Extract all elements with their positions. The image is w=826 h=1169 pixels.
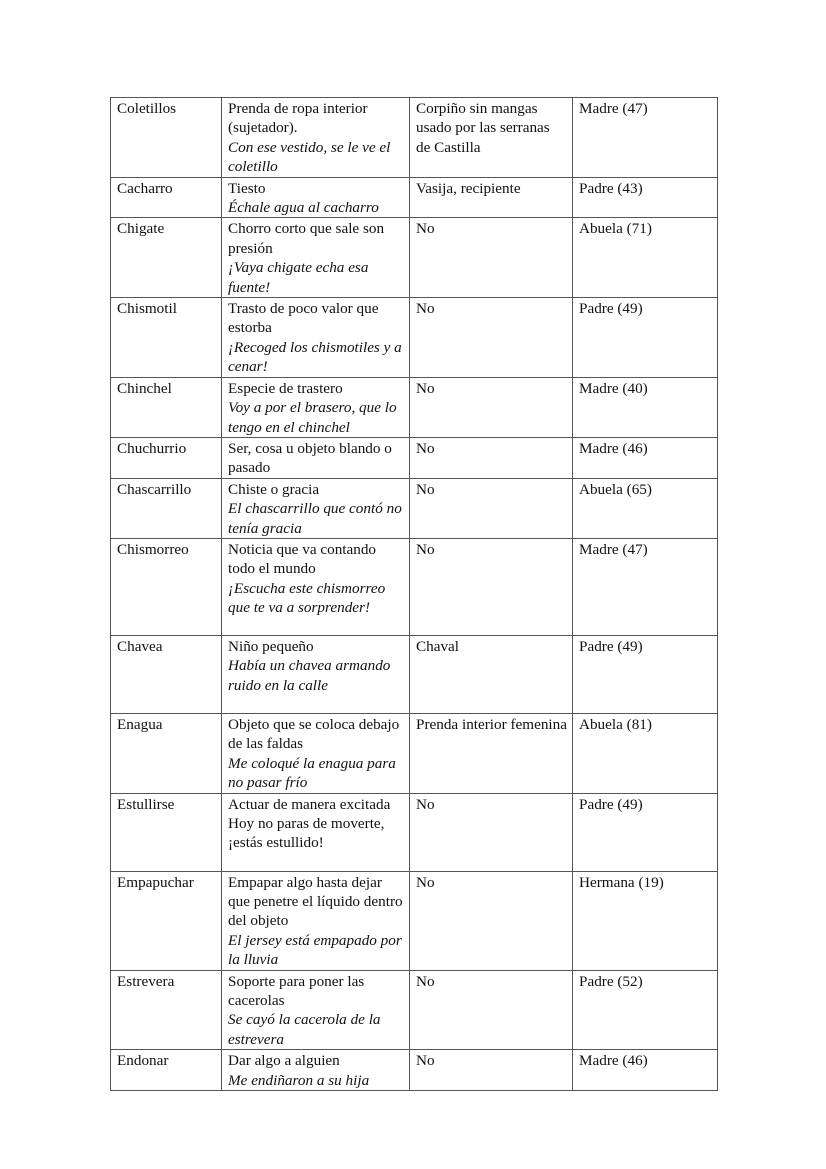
table-row xyxy=(111,177,718,218)
source-cell: Padre (49) xyxy=(573,298,718,378)
word-cell: Chuchurrio xyxy=(111,437,222,478)
example-text: Se cayó la cacerola de la estrevera xyxy=(228,1011,381,1048)
word-cell: Chismotil xyxy=(111,298,222,378)
example-text: Había un chavea armando ruido en la calle xyxy=(228,657,391,694)
standard-meaning-cell: No xyxy=(410,1050,573,1091)
example-text: El chascarrillo que contó no tenía gracia xyxy=(228,500,402,537)
definition-cell xyxy=(222,298,410,378)
definition-text: Chiste o gracia xyxy=(228,480,320,498)
definition-text: Chorro corto que sale son presión xyxy=(228,220,385,257)
definition-cell xyxy=(222,177,410,218)
standard-meaning-cell: Prenda interior femenina xyxy=(410,713,573,793)
standard-meaning-cell: No xyxy=(410,793,573,871)
definition-cell xyxy=(222,970,410,1050)
vocabulary-table xyxy=(110,97,718,1091)
definition-cell xyxy=(222,713,410,793)
word-cell: Chismorreo xyxy=(111,538,222,635)
example-text: ¡Recoged los chismotiles y a cenar! xyxy=(228,338,402,376)
word-cell: Chigate xyxy=(111,218,222,298)
source-cell: Padre (52) xyxy=(573,970,718,1050)
definition-text: Tiesto xyxy=(228,179,266,197)
word-cell: Chascarrillo xyxy=(111,478,222,538)
source-cell: Padre (49) xyxy=(573,635,718,713)
standard-meaning-cell: No xyxy=(410,538,573,635)
example-text: El jersey está empapado por la lluvia xyxy=(228,931,402,969)
definition-text: Noticia que va contando todo el mundo xyxy=(228,540,377,578)
word-cell: Chinchel xyxy=(111,377,222,437)
definition-text: Prenda de ropa interior (sujetador). xyxy=(228,100,368,137)
standard-meaning-cell: Vasija, recipiente xyxy=(410,177,573,218)
source-cell: Madre (47) xyxy=(573,538,718,635)
source-cell: Madre (47) xyxy=(573,98,718,178)
word-cell: Cacharro xyxy=(111,177,222,218)
definition-cell xyxy=(222,437,410,478)
vocabulary-table-body xyxy=(111,98,718,1091)
source-cell: Abuela (71) xyxy=(573,218,718,298)
definition-cell xyxy=(222,377,410,437)
definition-text: Trasto de poco valor que estorba xyxy=(228,300,379,337)
example-text: Me endiñaron a su hija xyxy=(228,1071,370,1089)
definition-text: Actuar de manera excitada xyxy=(228,795,391,813)
example-text: Échale agua al cacharro xyxy=(228,199,379,217)
standard-meaning-cell: No xyxy=(410,478,573,538)
table-row xyxy=(111,1050,718,1091)
standard-meaning-cell: No xyxy=(410,218,573,298)
word-cell: Chavea xyxy=(111,635,222,713)
definition-cell xyxy=(222,478,410,538)
table-row xyxy=(111,98,718,178)
standard-meaning-cell: No xyxy=(410,298,573,378)
source-cell: Madre (46) xyxy=(573,437,718,478)
word-cell: Coletillos xyxy=(111,98,222,178)
definition-cell xyxy=(222,635,410,713)
definition-text: Especie de trastero xyxy=(228,379,343,397)
table-row xyxy=(111,377,718,437)
table-row xyxy=(111,538,718,635)
example-text: Hoy no paras de moverte, ¡estás estullido! xyxy=(228,814,385,852)
table-row xyxy=(111,635,718,713)
definition-cell xyxy=(222,98,410,178)
table-row xyxy=(111,713,718,793)
table-row xyxy=(111,298,718,378)
table-row xyxy=(111,218,718,298)
table-row xyxy=(111,793,718,871)
definition-text: Niño pequeño xyxy=(228,637,314,655)
example-text: ¡Vaya chigate echa esa fuente! xyxy=(228,259,369,296)
definition-cell xyxy=(222,218,410,298)
word-cell: Estullirse xyxy=(111,793,222,871)
standard-meaning-cell: No xyxy=(410,377,573,437)
definition-cell xyxy=(222,1050,410,1091)
table-row xyxy=(111,970,718,1050)
source-cell: Madre (40) xyxy=(573,377,718,437)
definition-cell xyxy=(222,871,410,970)
definition-text: Soporte para poner las cacerolas xyxy=(228,972,365,1009)
table-row xyxy=(111,437,718,478)
source-cell: Padre (43) xyxy=(573,177,718,218)
example-text: Me coloqué la enagua para no pasar frío xyxy=(228,754,396,792)
source-cell: Abuela (65) xyxy=(573,478,718,538)
word-cell: Enagua xyxy=(111,713,222,793)
standard-meaning-cell: Corpiño sin mangas usado por las serranas de Castilla xyxy=(410,98,573,178)
example-text: ¡Escucha este chismorreo que te va a sorprender! xyxy=(228,579,386,617)
word-cell: Endonar xyxy=(111,1050,222,1091)
source-cell: Madre (46) xyxy=(573,1050,718,1091)
standard-meaning-cell: No xyxy=(410,871,573,970)
table-row xyxy=(111,871,718,970)
standard-meaning-cell: No xyxy=(410,970,573,1050)
definition-text: Objeto que se coloca debajo de las faldas xyxy=(228,715,400,753)
definition-text: Dar algo a alguien xyxy=(228,1052,340,1070)
source-cell: Abuela (81) xyxy=(573,713,718,793)
example-text: Voy a por el brasero, que lo tengo en el chinchel xyxy=(228,399,397,436)
standard-meaning-cell: Chaval xyxy=(410,635,573,713)
source-cell: Hermana (19) xyxy=(573,871,718,970)
word-cell: Estrevera xyxy=(111,970,222,1050)
word-cell: Empapuchar xyxy=(111,871,222,970)
definition-text: Empapar algo hasta dejar que penetre el líquido dentro del objeto xyxy=(228,873,403,930)
source-cell: Padre (49) xyxy=(573,793,718,871)
example-text: Con ese vestido, se le ve el coletillo xyxy=(228,138,391,176)
definition-text: Ser, cosa u objeto blando o pasado xyxy=(228,439,392,477)
definition-cell xyxy=(222,538,410,635)
definition-cell xyxy=(222,793,410,871)
standard-meaning-cell: No xyxy=(410,437,573,478)
table-row xyxy=(111,478,718,538)
